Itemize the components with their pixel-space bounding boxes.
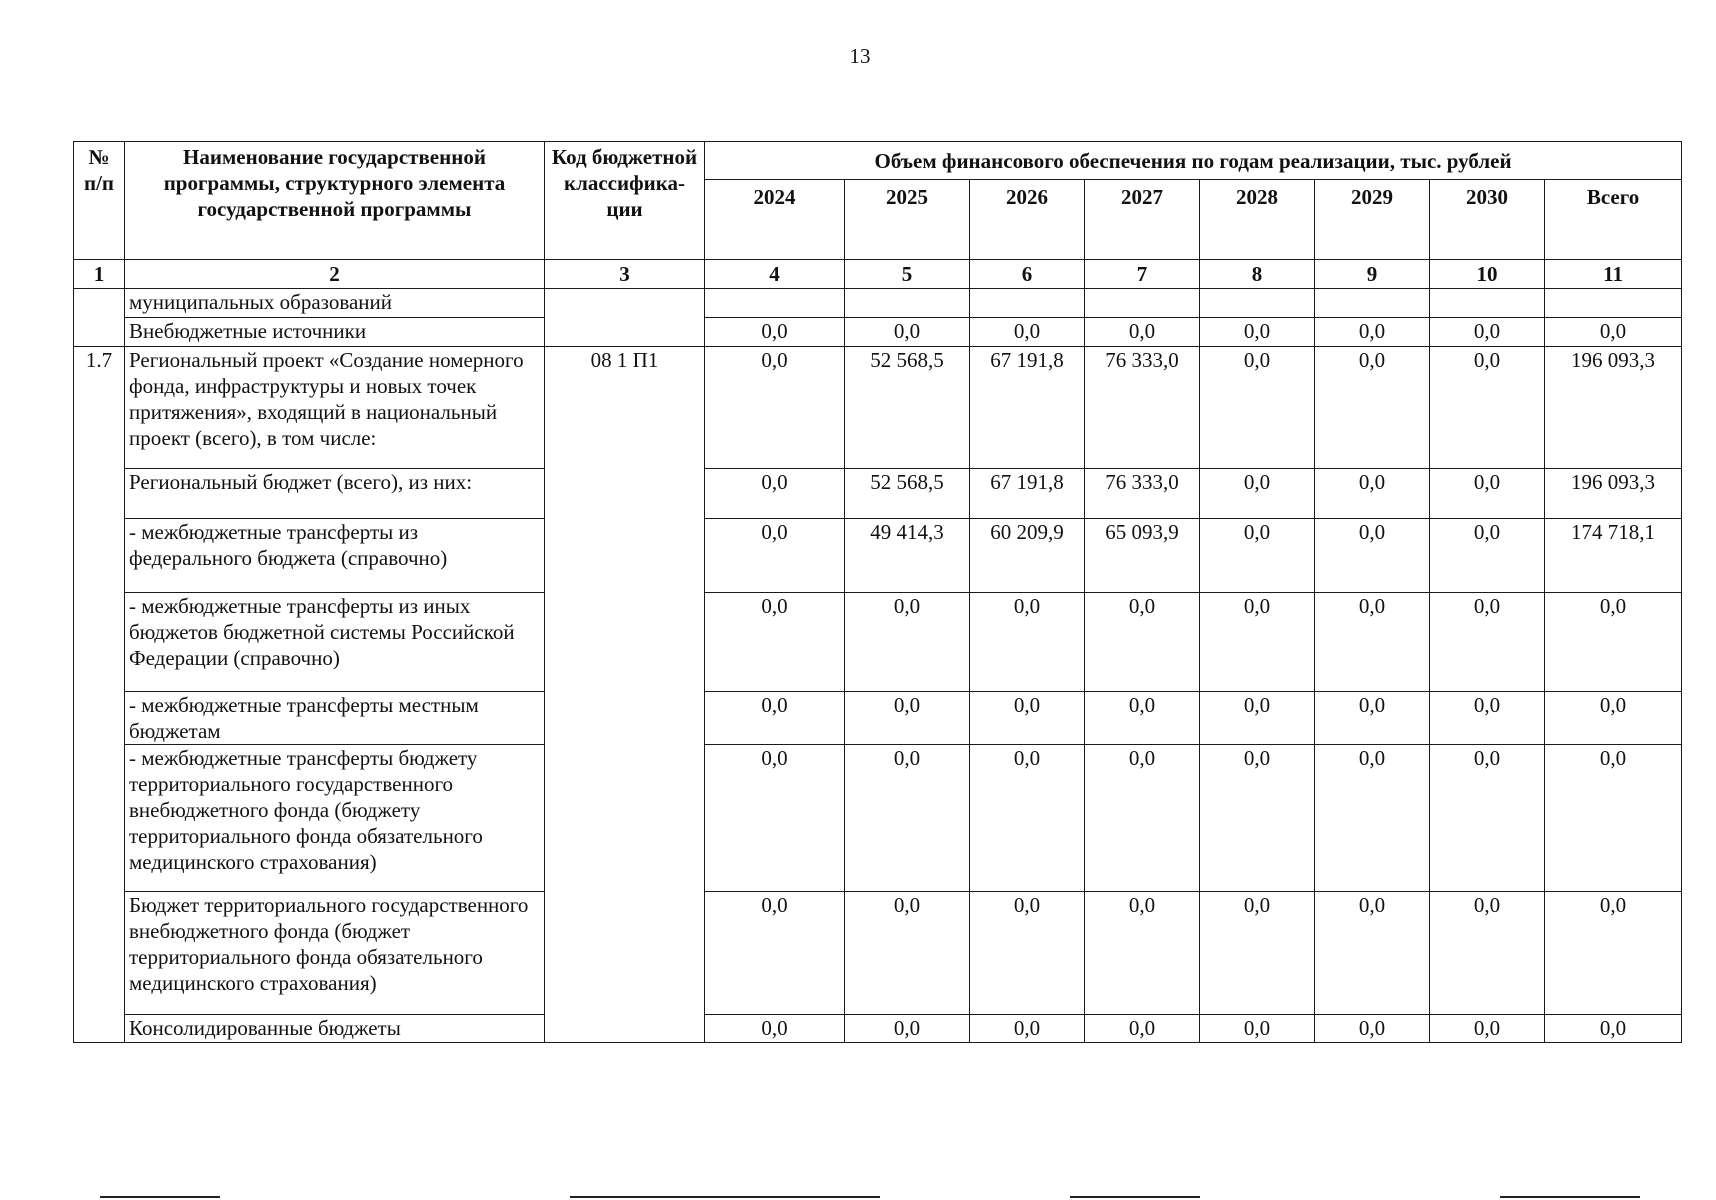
value-cell: 76 333,0	[1085, 469, 1200, 519]
value-cell: 67 191,8	[970, 469, 1085, 519]
column-number: 3	[545, 260, 705, 289]
value-cell: 0,0	[1545, 892, 1682, 1015]
value-cell: 0,0	[1200, 593, 1315, 692]
table-row	[74, 289, 1682, 318]
value-cell: 0,0	[1545, 1015, 1682, 1043]
row-name: - межбюджетные трансферты местным бюджетам	[125, 692, 545, 745]
header-year: 2027	[1085, 180, 1200, 260]
header-code: Код бюджетной классифика-ции	[545, 142, 705, 260]
value-cell: 0,0	[845, 692, 970, 745]
value-cell: 0,0	[1200, 1015, 1315, 1043]
budget-code: 08 1 П1	[545, 347, 705, 1043]
value-cell: 0,0	[1315, 318, 1430, 347]
value-cell: 0,0	[1200, 892, 1315, 1015]
table-row	[74, 745, 1682, 892]
column-number: 1	[74, 260, 125, 289]
value-cell: 0,0	[1315, 745, 1430, 892]
row-name: - межбюджетные трансферты из федерального бюджета (справочно)	[125, 519, 545, 593]
value-cell: 0,0	[1430, 745, 1545, 892]
value-cell	[705, 289, 845, 318]
value-cell: 60 209,9	[970, 519, 1085, 593]
value-cell: 0,0	[1085, 318, 1200, 347]
header-year: 2028	[1200, 180, 1315, 260]
value-cell: 0,0	[705, 519, 845, 593]
table-row	[74, 692, 1682, 745]
value-cell: 0,0	[705, 692, 845, 745]
table-header	[74, 142, 1682, 289]
row-name: Бюджет территориального государственного внебюджетного фонда (бюджет территориального фонда обязательного медицинского страхования)	[125, 892, 545, 1015]
column-number: 6	[970, 260, 1085, 289]
value-cell: 0,0	[1085, 892, 1200, 1015]
value-cell: 0,0	[1200, 469, 1315, 519]
value-cell	[1315, 289, 1430, 318]
header-name: Наименование государственной программы, структурного элемента государственной программы	[125, 142, 545, 260]
column-number: 11	[1545, 260, 1682, 289]
column-number: 7	[1085, 260, 1200, 289]
value-cell: 0,0	[1430, 593, 1545, 692]
value-cell: 0,0	[1430, 519, 1545, 593]
table-row	[74, 347, 1682, 469]
value-cell: 196 093,3	[1545, 469, 1682, 519]
value-cell: 0,0	[845, 593, 970, 692]
value-cell: 0,0	[1430, 692, 1545, 745]
table-row	[74, 892, 1682, 1015]
value-cell: 0,0	[1200, 692, 1315, 745]
table-body	[74, 289, 1682, 1043]
value-cell: 0,0	[970, 593, 1085, 692]
header-year: 2025	[845, 180, 970, 260]
header-year: 2026	[970, 180, 1085, 260]
value-cell: 0,0	[1430, 347, 1545, 469]
budget-code	[545, 289, 705, 347]
value-cell: 52 568,5	[845, 347, 970, 469]
value-cell: 0,0	[1430, 1015, 1545, 1043]
value-cell: 52 568,5	[845, 469, 970, 519]
table-row	[74, 1015, 1682, 1043]
value-cell: 65 093,9	[1085, 519, 1200, 593]
row-name: - межбюджетные трансферты бюджету территориального государственного внебюджетного фонда (бюджету территориального фонда обязательного медицинского страхования)	[125, 745, 545, 892]
scan-edge-line	[100, 1196, 220, 1198]
value-cell: 76 333,0	[1085, 347, 1200, 469]
value-cell: 174 718,1	[1545, 519, 1682, 593]
column-number: 9	[1315, 260, 1430, 289]
value-cell: 0,0	[1085, 593, 1200, 692]
row-name: Консолидированные бюджеты	[125, 1015, 545, 1043]
value-cell: 0,0	[1315, 519, 1430, 593]
value-cell: 0,0	[1315, 469, 1430, 519]
value-cell: 0,0	[1545, 318, 1682, 347]
value-cell: 0,0	[1085, 745, 1200, 892]
row-name: - межбюджетные трансферты из иных бюджетов бюджетной системы Российской Федерации (справочно)	[125, 593, 545, 692]
value-cell: 0,0	[1315, 593, 1430, 692]
value-cell: 0,0	[845, 745, 970, 892]
value-cell	[1085, 289, 1200, 318]
value-cell: 0,0	[705, 347, 845, 469]
column-number: 2	[125, 260, 545, 289]
value-cell: 0,0	[1545, 692, 1682, 745]
value-cell: 0,0	[1200, 318, 1315, 347]
value-cell: 0,0	[705, 593, 845, 692]
value-cell: 0,0	[1315, 1015, 1430, 1043]
value-cell: 196 093,3	[1545, 347, 1682, 469]
column-number: 4	[705, 260, 845, 289]
row-number	[74, 289, 125, 347]
row-number: 1.7	[74, 347, 125, 1043]
header-year: 2024	[705, 180, 845, 260]
column-number: 8	[1200, 260, 1315, 289]
value-cell	[970, 289, 1085, 318]
column-number: 10	[1430, 260, 1545, 289]
scan-edge-line	[570, 1196, 880, 1198]
scan-edge-line	[1500, 1196, 1640, 1198]
header-year: 2029	[1315, 180, 1430, 260]
value-cell: 0,0	[970, 745, 1085, 892]
scan-edge-line	[1070, 1196, 1200, 1198]
table-row	[74, 469, 1682, 519]
value-cell	[845, 289, 970, 318]
value-cell: 0,0	[1200, 745, 1315, 892]
value-cell: 0,0	[705, 318, 845, 347]
value-cell: 0,0	[1085, 692, 1200, 745]
financing-table	[73, 141, 1682, 1043]
value-cell: 0,0	[970, 692, 1085, 745]
value-cell: 0,0	[845, 892, 970, 1015]
value-cell: 0,0	[705, 469, 845, 519]
value-cell: 0,0	[1430, 892, 1545, 1015]
row-name: муниципальных образований	[125, 289, 545, 318]
table-row	[74, 519, 1682, 593]
table-row	[74, 318, 1682, 347]
value-cell: 0,0	[1200, 519, 1315, 593]
value-cell	[1200, 289, 1315, 318]
value-cell: 0,0	[1430, 318, 1545, 347]
value-cell: 0,0	[705, 892, 845, 1015]
value-cell: 0,0	[1315, 892, 1430, 1015]
value-cell: 67 191,8	[970, 347, 1085, 469]
row-name: Региональный проект «Создание номерного фонда, инфраструктуры и новых точек притяжения», входящий в национальный проект (всего), в том числе:	[125, 347, 545, 469]
value-cell: 0,0	[1315, 692, 1430, 745]
value-cell: 0,0	[970, 1015, 1085, 1043]
value-cell: 0,0	[1545, 745, 1682, 892]
value-cell: 0,0	[1315, 347, 1430, 469]
value-cell: 0,0	[845, 1015, 970, 1043]
value-cell: 0,0	[845, 318, 970, 347]
header-volume: Объем финансового обеспечения по годам реализации, тыс. рублей	[705, 142, 1682, 180]
table-row	[74, 593, 1682, 692]
value-cell	[1545, 289, 1682, 318]
value-cell: 0,0	[1200, 347, 1315, 469]
row-name: Внебюджетные источники	[125, 318, 545, 347]
value-cell: 49 414,3	[845, 519, 970, 593]
header-no: № п/п	[74, 142, 125, 260]
value-cell: 0,0	[1085, 1015, 1200, 1043]
page-number: 13	[849, 44, 871, 68]
row-name: Региональный бюджет (всего), из них:	[125, 469, 545, 519]
value-cell	[1430, 289, 1545, 318]
value-cell: 0,0	[1545, 593, 1682, 692]
header-year: 2030	[1430, 180, 1545, 260]
value-cell: 0,0	[970, 892, 1085, 1015]
value-cell: 0,0	[705, 1015, 845, 1043]
value-cell: 0,0	[705, 745, 845, 892]
header-year: Всего	[1545, 180, 1682, 260]
column-number: 5	[845, 260, 970, 289]
value-cell: 0,0	[1430, 469, 1545, 519]
value-cell: 0,0	[970, 318, 1085, 347]
